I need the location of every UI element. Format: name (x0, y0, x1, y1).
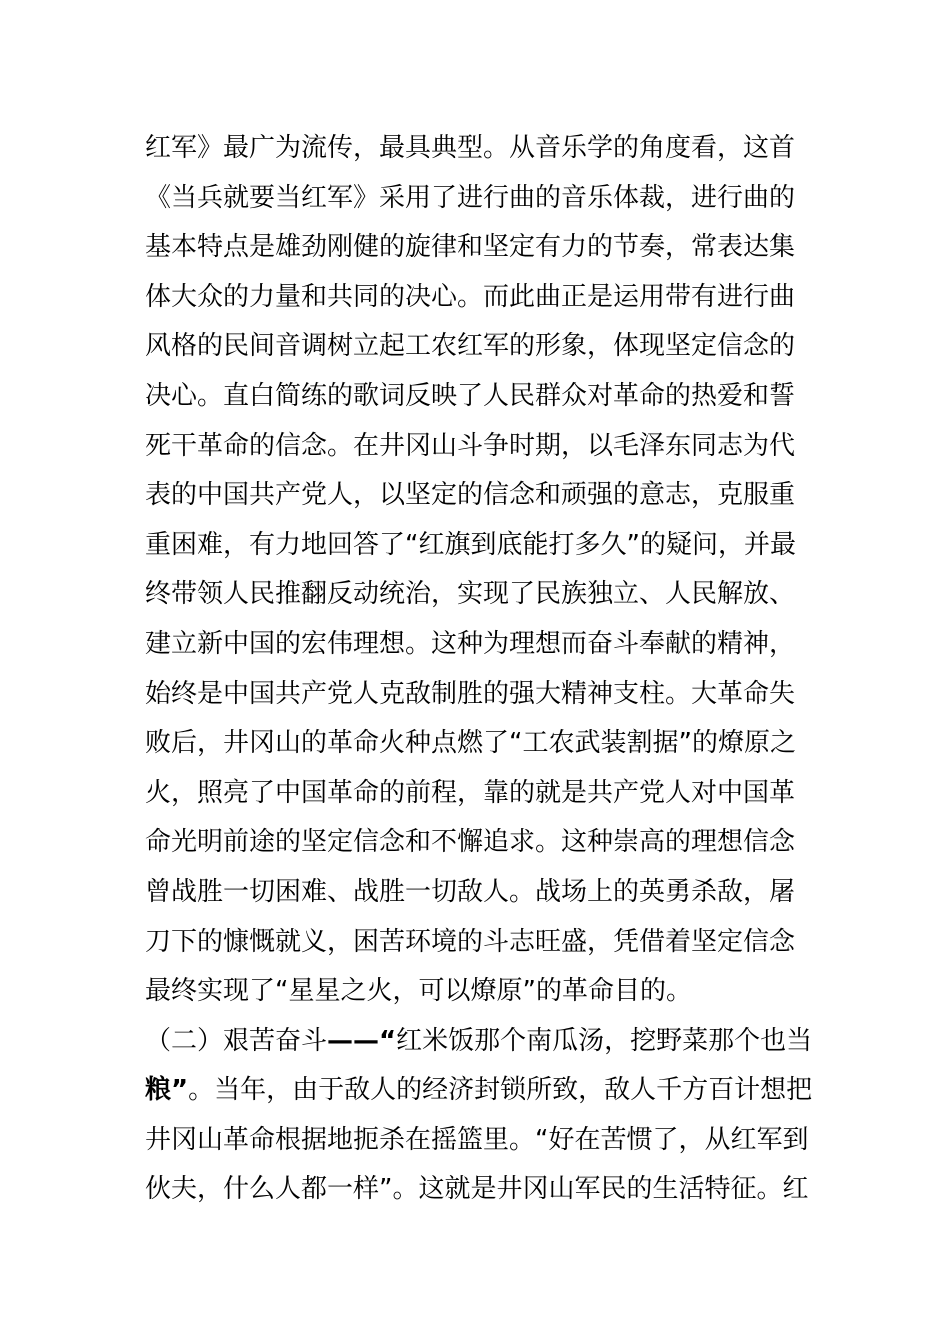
section-heading-line (145, 1017, 813, 1067)
text-line-15: 命光明前途的坚定信念和不懈追求。这种崇高的理想信念 (145, 827, 796, 858)
section-heading-prefix: （二）艰苦奋斗 (145, 1025, 328, 1056)
text-line-14: 火，照亮了中国革命的前程，靠的就是共产党人对中国革 (145, 777, 796, 808)
text-line-9: 重困难，有力地回答了“红旗到底能打多久”的疑问，并最 (145, 529, 796, 560)
text-line-12: 始终是中国共产党人克敌制胜的强大精神支柱。大革命失 (145, 678, 796, 709)
text-line-3: 基本特点是雄劲刚健的旋律和坚定有力的节奏，常表达集 (145, 232, 796, 263)
section-heading-dash: ——“ (327, 1025, 397, 1056)
text-line-16: 曾战胜一切困难、战胜一切敌人。战场上的英勇杀敌，屠 (145, 876, 796, 907)
text-line-5: 风格的民间音调树立起工农红军的形象，体现坚定信念的 (145, 331, 796, 362)
text-line-7: 死干革命的信念。在井冈山斗争时期，以毛泽东同志为代 (145, 430, 796, 461)
text-line-22: 伙夫，什么人都一样”。这就是井冈山军民的生活特征。红 (145, 1174, 809, 1205)
section-heading-line-2-rest: 。当年，由于敌人的经济封锁所致，敌人千方百计想把 (188, 1075, 813, 1106)
body-text (145, 124, 813, 1215)
section-heading-rest: 红米饭那个南瓜汤，挖野菜那个也当 (396, 1025, 813, 1056)
text-line-2: 《当兵就要当红军》采用了进行曲的音乐体裁，进行曲的 (145, 182, 796, 213)
text-line-4: 体大众的力量和共同的决心。而此曲正是运用带有进行曲 (145, 281, 796, 312)
text-line-21: 井冈山革命根据地扼杀在摇篮里。“好在苦惯了，从红军到 (145, 1124, 809, 1155)
text-line-11: 建立新中国的宏伟理想。这种为理想而奋斗奉献的精神， (145, 628, 796, 659)
text-line-8: 表的中国共产党人，以坚定的信念和顽强的意志，克服重 (145, 480, 796, 511)
text-line-18: 最终实现了“星星之火，可以燎原”的革命目的。 (145, 976, 692, 1007)
text-line-1: 红军》最广为流传，最具典型。从音乐学的角度看，这首 (145, 133, 796, 163)
text-line-13: 败后，井冈山的革命火种点燃了“工农武装割据”的燎原之 (145, 728, 796, 759)
section-heading-close-quote: 粮” (145, 1075, 189, 1106)
text-line-17: 刀下的慷慨就义，困苦环境的斗志旺盛，凭借着坚定信念 (145, 926, 796, 957)
text-line-6: 决心。直白简练的歌词反映了人民群众对革命的热爱和誓 (145, 380, 796, 411)
text-line-10: 终带领人民推翻反动统治，实现了民族独立、人民解放、 (145, 579, 796, 610)
section-heading-line-2 (145, 1066, 813, 1116)
